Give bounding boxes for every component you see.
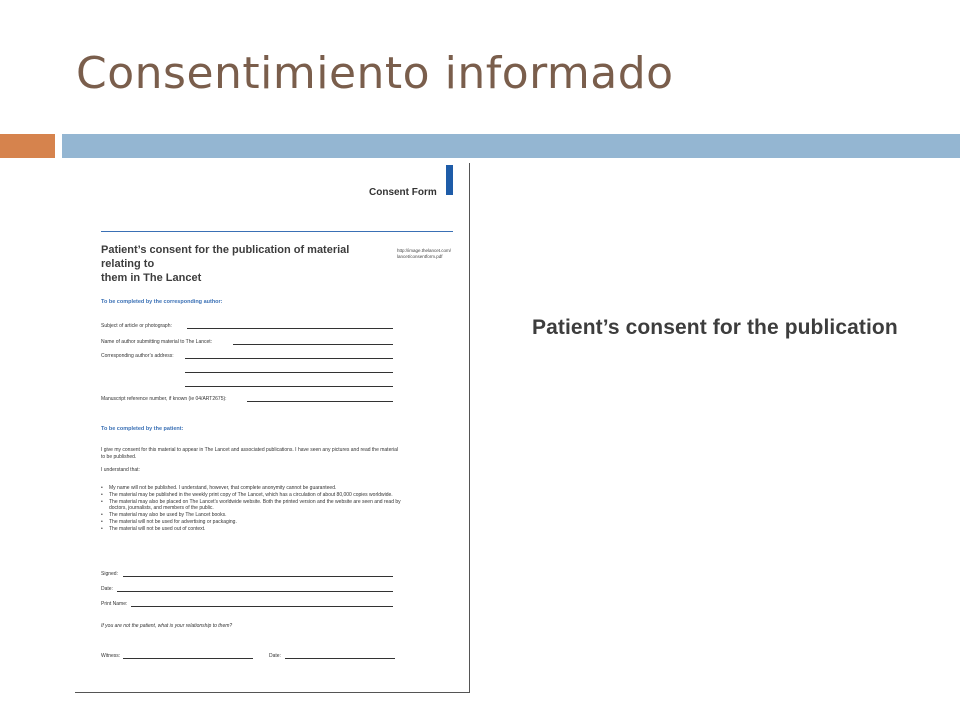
date-line [117,591,393,592]
accent-bar-blue [62,134,960,158]
field-name-label: Name of author submitting material to The Lancet: [101,339,213,345]
form-url: http://image.thelancet.com/ lancet/consentform.pdf [397,248,452,259]
consent-statement: I give my consent for this material to appear in The Lancet and associated publications. I have seen any pictures and read the material to be published. [101,447,399,460]
understand-label: I understand that: [101,467,140,473]
date2-line [285,658,395,659]
field-address-label: Corresponding author’s address: [101,353,174,359]
consent-form-image [75,163,470,693]
form-title-line2: them in The Lancet [101,272,202,284]
witness-label: Witness: [101,653,121,659]
list-item: • My name will not be published. I understand, however, that complete anonymity cannot be guaranteed. [101,485,401,491]
relationship-question: If you are not the patient, what is your relationship to them? [101,623,233,629]
list-item: • The material may also be used by The Lancet books. [101,512,401,518]
zoomed-caption: Patient’s consent for the publication [532,316,898,339]
field-address-line-1 [185,358,393,359]
print-name-line [131,606,393,607]
form-accent-bar [446,165,453,195]
section-patient-heading: To be completed by the patient: [101,426,184,432]
field-name-line [233,344,393,345]
print-name-label: Print Name: [101,601,128,607]
field-manuscript-label: Manuscript reference number, if known (ie 04/ART2675): [101,396,227,402]
field-subject-line [187,328,393,329]
form-title [101,243,391,285]
conditions-list [101,485,401,533]
list-item: • The material will not be used for advertising or packaging. [101,519,401,525]
list-item: • The material may also be placed on The Lancet’s worldwide website. Both the printed version and the website are seen and read by doctors, journalists, and members of the public. [101,499,401,511]
section-author-heading: To be completed by the corresponding author: [101,299,223,305]
field-subject-label: Subject of article or photograph: [101,323,172,329]
accent-bar-orange [0,134,55,158]
field-address-line-2 [185,372,393,373]
form-title-line1: Patient’s consent for the publication of material relating to [101,244,350,270]
list-item: • The material may be published in the weekly print copy of The Lancet, which has a circulation of about 80,000 copies worldwide. [101,492,401,498]
date-label: Date: [101,586,113,592]
signed-line [123,576,393,577]
field-address-line-3 [185,386,393,387]
field-manuscript-line [247,401,393,402]
signed-label: Signed: [101,571,118,577]
date2-label: Date: [269,653,281,659]
form-label: Consent Form [369,187,437,198]
header-rule [101,231,453,232]
witness-line [123,658,253,659]
list-item: • The material will not be used out of context. [101,526,401,532]
slide-title: Consentimiento informado [76,48,674,99]
